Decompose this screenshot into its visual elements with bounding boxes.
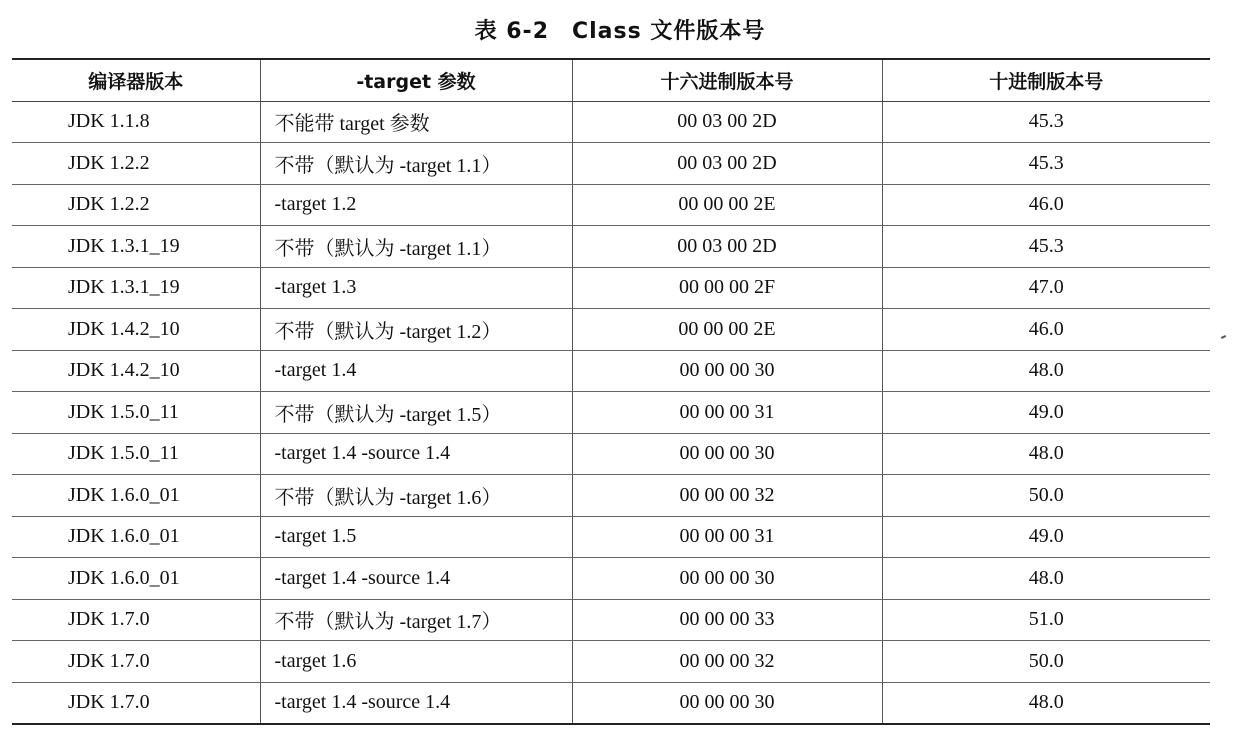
cell-compiler-version: JDK 1.4.2_10	[12, 350, 260, 392]
cell-dec-version: 51.0	[882, 599, 1210, 641]
cell-compiler-version: JDK 1.1.8	[12, 101, 260, 143]
cell-hex-version: 00 00 00 2E	[572, 309, 882, 351]
cell-compiler-version: JDK 1.6.0_01	[12, 516, 260, 558]
cell-dec-version: 50.0	[882, 475, 1210, 517]
table-row	[12, 392, 1210, 434]
table-row	[12, 682, 1210, 724]
cell-hex-version: 00 00 00 32	[572, 475, 882, 517]
cell-target-param: 不带（默认为 -target 1.5）	[260, 392, 572, 434]
cell-dec-version: 50.0	[882, 641, 1210, 683]
cell-dec-version: 45.3	[882, 143, 1210, 185]
cell-hex-version: 00 00 00 30	[572, 558, 882, 600]
cell-compiler-version: JDK 1.6.0_01	[12, 558, 260, 600]
cell-target-param: 不带（默认为 -target 1.1）	[260, 143, 572, 185]
table-row	[12, 184, 1210, 226]
cell-compiler-version: JDK 1.5.0_11	[12, 433, 260, 475]
cell-dec-version: 49.0	[882, 516, 1210, 558]
table-title: 表 6-2 Class 文件版本号	[474, 19, 766, 44]
cell-hex-version: 00 00 00 31	[572, 392, 882, 434]
scan-speck	[1221, 335, 1226, 339]
cell-hex-version: 00 00 00 30	[572, 350, 882, 392]
cell-compiler-version: JDK 1.7.0	[12, 641, 260, 683]
cell-compiler-version: JDK 1.3.1_19	[12, 267, 260, 309]
header-dec-version: 十进制版本号	[882, 59, 1210, 101]
cell-dec-version: 49.0	[882, 392, 1210, 434]
cell-compiler-version: JDK 1.7.0	[12, 682, 260, 724]
header-compiler-version: 编译器版本	[12, 59, 260, 101]
cell-hex-version: 00 00 00 2E	[572, 184, 882, 226]
cell-hex-version: 00 03 00 2D	[572, 101, 882, 143]
table-row	[12, 350, 1210, 392]
table-row	[12, 641, 1210, 683]
cell-target-param: -target 1.2	[260, 184, 572, 226]
cell-dec-version: 46.0	[882, 309, 1210, 351]
cell-hex-version: 00 03 00 2D	[572, 226, 882, 268]
cell-dec-version: 48.0	[882, 433, 1210, 475]
header-hex-version: 十六进制版本号	[572, 59, 882, 101]
cell-target-param: -target 1.4	[260, 350, 572, 392]
cell-hex-version: 00 00 00 32	[572, 641, 882, 683]
cell-compiler-version: JDK 1.2.2	[12, 184, 260, 226]
cell-hex-version: 00 00 00 31	[572, 516, 882, 558]
cell-target-param: -target 1.4 -source 1.4	[260, 682, 572, 724]
header-target-param: -target 参数	[260, 59, 572, 101]
cell-target-param: 不带（默认为 -target 1.2）	[260, 309, 572, 351]
table-header	[12, 59, 1210, 101]
cell-hex-version: 00 00 00 2F	[572, 267, 882, 309]
cell-compiler-version: JDK 1.2.2	[12, 143, 260, 185]
cell-compiler-version: JDK 1.7.0	[12, 599, 260, 641]
header-row	[12, 59, 1210, 101]
cell-target-param: -target 1.5	[260, 516, 572, 558]
cell-dec-version: 45.3	[882, 101, 1210, 143]
cell-target-param: 不带（默认为 -target 1.6）	[260, 475, 572, 517]
cell-dec-version: 47.0	[882, 267, 1210, 309]
cell-target-param: -target 1.3	[260, 267, 572, 309]
cell-dec-version: 48.0	[882, 558, 1210, 600]
cell-dec-version: 48.0	[882, 682, 1210, 724]
table-row	[12, 143, 1210, 185]
cell-hex-version: 00 00 00 30	[572, 433, 882, 475]
table-row	[12, 433, 1210, 475]
table-row	[12, 101, 1210, 143]
table-body	[12, 101, 1210, 724]
cell-compiler-version: JDK 1.3.1_19	[12, 226, 260, 268]
cell-dec-version: 45.3	[882, 226, 1210, 268]
cell-target-param: -target 1.6	[260, 641, 572, 683]
cell-hex-version: 00 03 00 2D	[572, 143, 882, 185]
table-row	[12, 226, 1210, 268]
cell-dec-version: 48.0	[882, 350, 1210, 392]
cell-compiler-version: JDK 1.6.0_01	[12, 475, 260, 517]
cell-hex-version: 00 00 00 33	[572, 599, 882, 641]
cell-dec-version: 46.0	[882, 184, 1210, 226]
table-row	[12, 267, 1210, 309]
cell-target-param: 不能带 target 参数	[260, 101, 572, 143]
table-row	[12, 599, 1210, 641]
cell-target-param: 不带（默认为 -target 1.7）	[260, 599, 572, 641]
table-row	[12, 309, 1210, 351]
cell-compiler-version: JDK 1.5.0_11	[12, 392, 260, 434]
cell-target-param: 不带（默认为 -target 1.1）	[260, 226, 572, 268]
cell-target-param: -target 1.4 -source 1.4	[260, 558, 572, 600]
cell-target-param: -target 1.4 -source 1.4	[260, 433, 572, 475]
cell-compiler-version: JDK 1.4.2_10	[12, 309, 260, 351]
table-row	[12, 516, 1210, 558]
table-row	[12, 475, 1210, 517]
class-version-table	[12, 58, 1210, 725]
table-row	[12, 558, 1210, 600]
cell-hex-version: 00 00 00 30	[572, 682, 882, 724]
